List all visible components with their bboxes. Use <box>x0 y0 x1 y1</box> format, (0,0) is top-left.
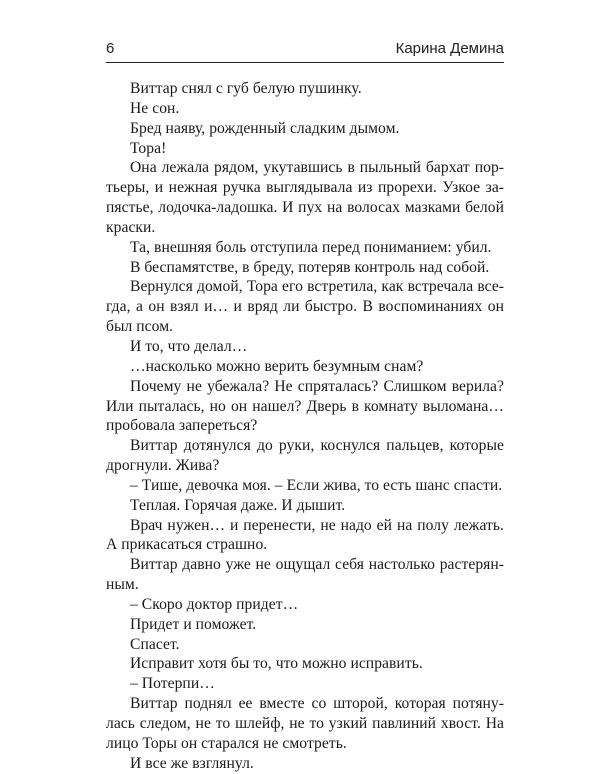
paragraph: Та, внешняя боль отступила перед пониманием: убил. <box>130 238 492 256</box>
page-number: 6 <box>106 40 115 57</box>
paragraph: Виттар дотянулся до руки, коснулся пальцев, которые дрогнули. Жива? <box>106 437 504 475</box>
paragraph: Бред наяву, рожденный сладким дымом. <box>130 119 400 137</box>
paragraph: – Потерпи… <box>130 675 215 693</box>
paragraph: Исправит хотя бы то, что можно исправить. <box>130 655 423 673</box>
paragraph: – Тише, девочка моя. – Если жива, то есть шанс спасти. <box>130 476 503 494</box>
paragraph: – Скоро доктор придет… <box>130 595 299 613</box>
paragraph: Тора! <box>130 139 167 157</box>
paragraph: Не сон. <box>130 99 180 117</box>
paragraph: Виттар поднял ее вместе со шторой, которая потянулась следом, не то шлейф, не то узкий павлиний хвост. На лицо Торы он старался не смотреть. <box>106 695 504 752</box>
paragraph: Врач нужен… и перенести, не надо ей на полу лежать. А прикасаться страшно. <box>106 516 504 554</box>
running-head-author: Карина Демина <box>395 40 504 57</box>
paragraph: Спасет. <box>130 635 180 653</box>
paragraph: Вернулся домой, Тора его встретила, как встречала всегда, а он взял и… и вряд ли быстро. В воспоминаниях он был псом. <box>106 278 504 336</box>
text-body <box>106 79 504 774</box>
page-header <box>106 38 504 63</box>
paragraph: Виттар снял с губ белую пушинку. <box>130 80 362 97</box>
paragraph: …насколько можно верить безумным снам? <box>130 357 424 375</box>
paragraph: Придет и поможет. <box>130 615 257 633</box>
paragraph: Виттар давно уже не ощущал себя настолько растерянным. <box>106 556 504 594</box>
paragraph: Теплая. Горячая даже. И дышит. <box>130 496 346 514</box>
paragraph: В беспамятстве, в бреду, потеряв контроль над собой. <box>130 258 490 276</box>
paragraph: И все же взглянул. <box>130 754 254 772</box>
paragraph: Она лежала рядом, укутавшись в пыльный бархат портьеры, и нежная ручка выглядывала из прорехи. Узкое запястье, лодочка-ладошка. И пух на волосах мазками белой краски. <box>106 159 504 236</box>
paragraph: И то, что делал… <box>130 337 248 355</box>
paragraph: Почему не убежала? Не спряталась? Слишком верила? Или пыталась, но он нашел? Дверь в комнату выломана… пробовала запереться? <box>106 377 504 435</box>
